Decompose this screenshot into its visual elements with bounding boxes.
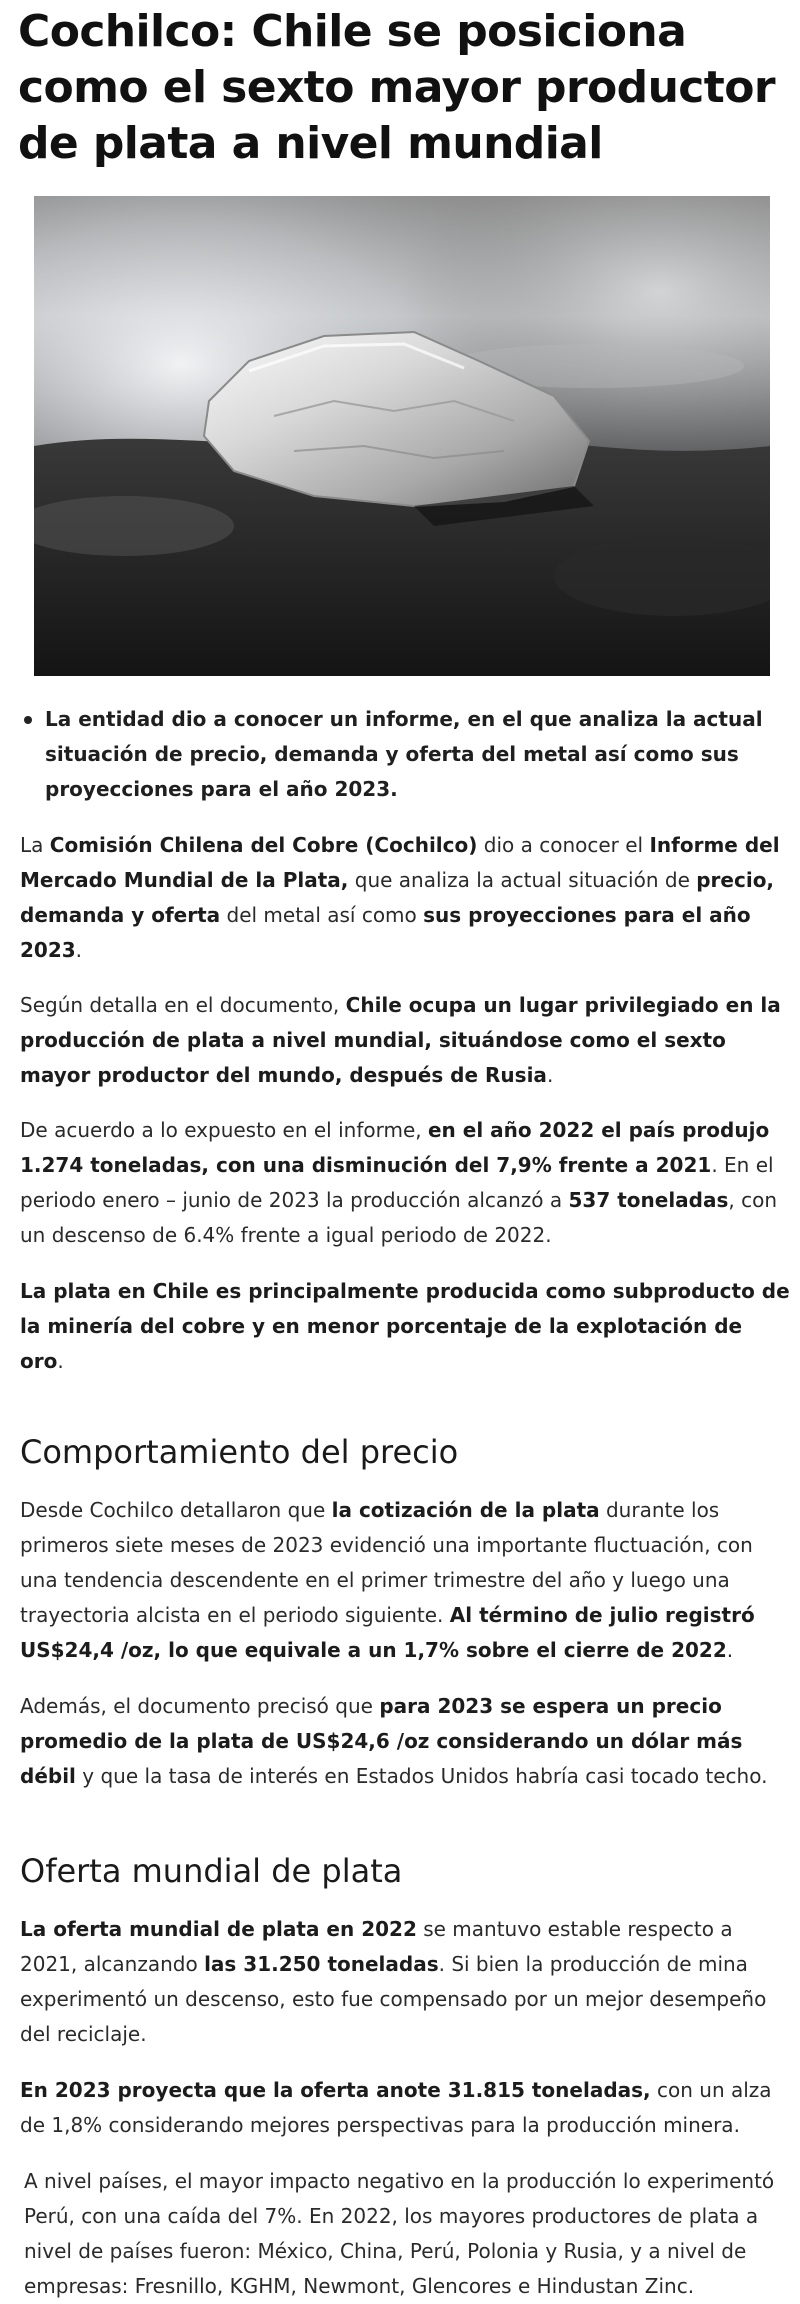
summary-list <box>0 702 800 807</box>
text: que analiza la actual situación de <box>348 868 697 892</box>
text: A nivel países, el mayor impacto negativo en la producción lo experimentó Perú, con una caída del 7%. En 2022, los mayores productores de plata a nivel de países fueron: México, China, Perú, Polonia y Rusia, y a nivel de empresas: Fresnillo, KGHM, Newmont, Glencores e Hindustan Zinc. <box>24 2169 775 2298</box>
bold-text: precio, demanda y oferta <box>20 868 775 927</box>
text: dio a conocer el <box>477 833 650 857</box>
summary-text: La entidad dio a conocer un informe, en el que analiza la actual situación de precio, demanda y oferta del metal así como sus proyecciones para el año 2023. <box>45 707 763 801</box>
text: y que la tasa de interés en Estados Unidos habría casi tocado techo. <box>75 1764 768 1788</box>
bold-text: Chile ocupa un lugar privilegiado en la producción de plata a nivel mundial, situándose como el sexto mayor productor del mundo, después de Rusia <box>20 993 781 1087</box>
section-heading-oferta: Oferta mundial de plata <box>20 1852 403 1890</box>
paragraph-price-forecast <box>0 1689 800 1794</box>
bold-text: 537 toneladas <box>568 1188 729 1212</box>
text: Según detalla en el documento, <box>20 993 346 1017</box>
text: durante los primeros siete meses de 2023 evidenció una importante fluctuación, con una tendencia descendente en el primer trimestre del año y luego una trayectoria alcista en el periodo siguiente. <box>20 1498 753 1627</box>
paragraph-intro <box>0 828 800 968</box>
paragraph-byproduct <box>0 1274 800 1379</box>
text: De acuerdo a lo expuesto en el informe, <box>20 1118 428 1142</box>
text: del metal así como <box>220 903 424 927</box>
article-title: Cochilco: Chile se posiciona como el sexto mayor productor de plata a nivel mundial <box>18 6 775 169</box>
bullet-icon <box>24 716 32 724</box>
bold-text: para 2023 se espera un precio promedio de la plata de US$24,6 /oz considerando un dólar más débil <box>20 1694 743 1788</box>
bold-text: sus proyecciones para el año 2023 <box>20 903 751 962</box>
paragraph-price-trend <box>0 1493 800 1668</box>
bold-text: En 2023 proyecta que la oferta anote 31.815 toneladas, <box>20 2078 651 2102</box>
text: . Si bien la producción de mina experimentó un descenso, esto fue compensado por un mejor desempeño del reciclaje. <box>20 1952 767 2046</box>
text: . <box>546 1063 554 1087</box>
hero-image-silver-nugget <box>34 196 770 676</box>
summary-item <box>45 702 800 807</box>
text: . <box>726 1638 734 1662</box>
paragraph-ranking <box>0 988 800 1093</box>
paragraph-production <box>0 1113 800 1253</box>
bold-text: la cotización de la plata <box>331 1498 600 1522</box>
paragraph-countries <box>0 2164 800 2304</box>
bold-text: La oferta mundial de plata en 2022 <box>20 1917 417 1941</box>
paragraph-supply-2022 <box>0 1912 800 2052</box>
text: . <box>57 1349 64 1373</box>
text: Desde Cochilco detallaron que <box>20 1498 332 1522</box>
text: con un alza de 1,8% considerando mejores perspectivas para la producción minera. <box>20 2078 772 2137</box>
bold-text: Comisión Chilena del Cobre (Cochilco) <box>49 833 478 857</box>
section-heading-precio: Comportamiento del precio <box>20 1433 459 1471</box>
text: Además, el documento precisó que <box>20 1694 380 1718</box>
text: La <box>20 833 50 857</box>
text: . En el periodo enero – junio de 2023 la producción alcanzó a <box>20 1153 774 1212</box>
text: . <box>75 938 83 962</box>
bold-text: Al término de julio registró US$24,4 /oz, lo que equivale a un 1,7% sobre el cierre de 2022 <box>20 1603 755 1662</box>
bold-text: las 31.250 toneladas <box>204 1952 439 1976</box>
bold-text: Informe del Mercado Mundial de la Plata, <box>20 833 780 892</box>
text: se mantuvo estable respecto a 2021, alcanzando <box>20 1917 733 1976</box>
bold-text: La plata en Chile es principalmente producida como subproducto de la minería del cobre y en menor porcentaje de la explotación de oro <box>20 1279 790 1373</box>
paragraph-supply-2023 <box>0 2073 800 2143</box>
bold-text: en el año 2022 el país produjo 1.274 toneladas, con una disminución del 7,9% frente a 2021 <box>20 1118 770 1177</box>
text: , con un descenso de 6.4% frente a igual periodo de 2022. <box>20 1188 778 1247</box>
